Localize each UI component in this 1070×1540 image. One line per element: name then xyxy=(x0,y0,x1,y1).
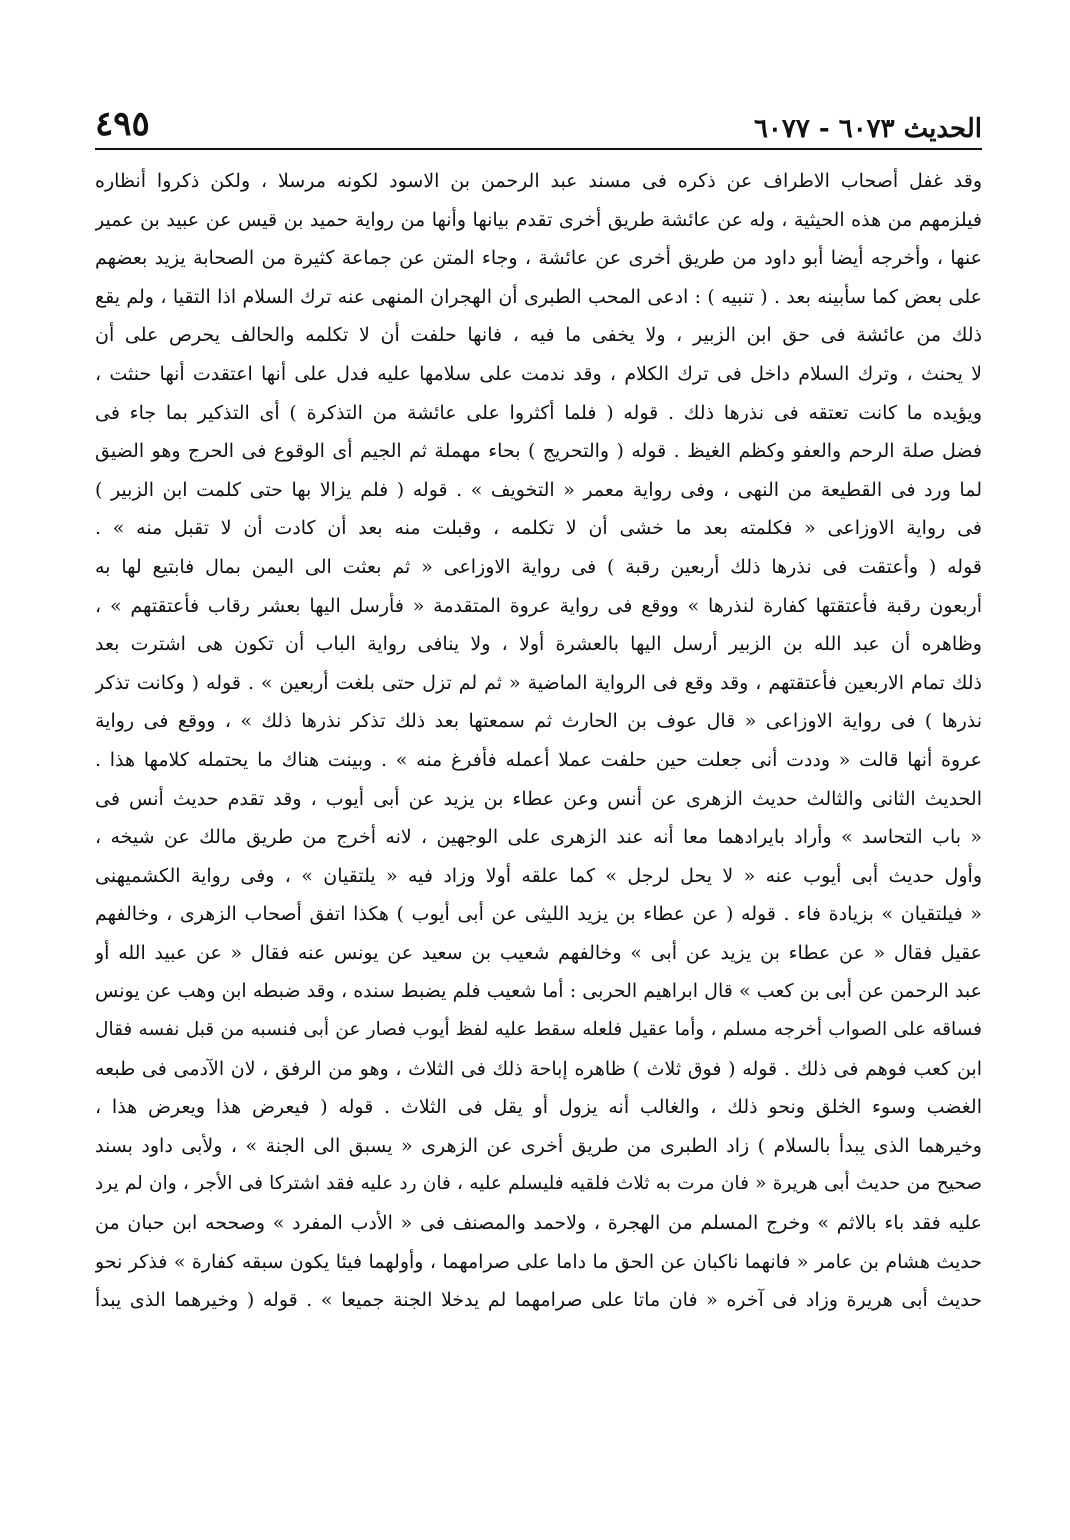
text-line: على بعض كما سأبينه بعد . ( تنبيه ) : ادعى المحب الطبرى أن الهجران المنهى عنه ترك السلام اذا التقيا ، ولم يقع xyxy=(95,285,982,308)
text-line: وقد غفل أصحاب الاطراف عن ذكره فى مسند عبد الرحمن بن الاسود لكونه مرسلا ، ولكن ذكروا أنظاره xyxy=(95,170,982,192)
text-line: « فيلتقيان » بزيادة فاء . قوله ( عن عطاء بن يزيد الليثى عن أبى أيوب ) هكذا اتفق أصحاب الزهرى ، وخالفهم xyxy=(95,903,982,926)
text-line: حديث هشام بن عامر « فانهما ناكبان عن الحق ما داما على صرامهما ، وأولهما فيئا يكون سبقه كفارة » فذكر نحو xyxy=(95,1250,982,1273)
text-line: عليه فقد باء بالاثم » وخرج المسلم من الهجرة ، ولاحمد والمصنف فى « الأدب المفرد » وصححه ابن حبان من xyxy=(95,1212,982,1235)
page-header xyxy=(95,96,982,144)
text-line: وظاهره أن عبد الله بن الزبير أرسل اليها بالعشرة أولا ، ولا ينافى رواية الباب أن تكون هى اشترت بعد xyxy=(95,633,982,656)
body-text xyxy=(95,162,982,1320)
text-line: « باب التحاسد » وأراد بايرادهما معا أنه عند الزهرى على الوجهين ، لانه أخرج من طريق مالك عن شيخه ، xyxy=(95,826,982,849)
text-line: ويؤيده ما كانت تعتقه فى نذرها ذلك . قوله ( فلما أكثروا على عائشة من التذكرة ) أى التذكير بما جاء فى xyxy=(95,401,982,424)
header-rule xyxy=(95,148,982,150)
text-line: ذلك من عائشة فى حق ابن الزبير ، ولا يخفى ما فيه ، فانها حلفت أن لا تكلمه والحالف يحرص على أن xyxy=(95,324,982,347)
text-line: فى رواية الاوزاعى « فكلمته بعد ما خشى أن لا تكلمه ، وقبلت منه بعد أن كادت أن لا تقبل منه » . xyxy=(95,517,982,540)
text-line: عنها ، وأخرجه أيضا أبو داود من طريق أخرى عن عائشة ، وجاء المتن عن جماعة كثيرة من الصحابة يزيد بعضهم xyxy=(95,247,982,270)
text-line: فيلزمهم من هذه الحيثية ، وله عن عائشة طريق أخرى تقدم بيانها وأنها من رواية حميد بن قيس عن عبيد بن عمير xyxy=(95,208,982,231)
text-line: عروة أنها قالت « وددت أنى جعلت حين حلفت عملا أعمله فأفرغ منه » . وبينت هناك ما يحتمله كلامها هذا . xyxy=(95,748,982,771)
text-line: عقيل فقال « عن عطاء بن يزيد عن أبى » وخالفهم شعيب بن سعيد عن يونس عنه فقال « عن عبيد الله أو xyxy=(95,941,982,964)
text-line: لا يحنث ، وترك السلام داخل فى ترك الكلام ، وقد ندمت على سلامها عليه فدل على أنها اعتقدت أنها حنثت ، xyxy=(95,362,982,385)
page-number: ٤٩٥ xyxy=(95,104,150,144)
text-line: قوله ( وأعتقت فى نذرها ذلك أربعين رقبة ) فى رواية الاوزاعى « ثم بعثت الى اليمن بمال فابتيع لها به xyxy=(95,555,982,578)
text-line: نذرها ) فى رواية الاوزاعى « قال عوف بن الحارث ثم سمعتها بعد ذلك تذكر نذرها ذلك » ، ووقع فى رواية xyxy=(95,710,982,733)
text-line: الحديث الثانى والثالث حديث الزهرى عن أنس وعن عطاء بن يزيد عن أبى أيوب ، وقد تقدم حديث أنس فى xyxy=(95,787,982,810)
text-line: وأول حديث أبى أيوب عنه « لا يحل لرجل » كما علقه أولا وزاد فيه « يلتقيان » ، وفى رواية الكشميهنى xyxy=(95,864,982,887)
text-line: وخيرهما الذى يبدأ بالسلام ) زاد الطبرى من طريق أخرى عن الزهرى « يسبق الى الجنة » ، ولأبى داود بسند xyxy=(95,1134,982,1157)
text-line: فساقه على الصواب أخرجه مسلم ، وأما عقيل فلعله سقط عليه لفظ أيوب فصار عن أبى فنسبه من قبل نفسه فقال xyxy=(95,1019,982,1041)
text-line: الغضب وسوء الخلق ونحو ذلك ، والغالب أنه يزول أو يقل فى الثلاث . قوله ( فيعرض هذا ويعرض هذا ، xyxy=(95,1096,982,1119)
text-line: لما ورد فى القطيعة من النهى ، وفى رواية معمر « التخويف » . قوله ( فلم يزالا بها حتى كلمت ابن الزبير ) xyxy=(95,478,982,501)
text-line: صحيح من حديث أبى هريرة « فان مرت به ثلاث فلقيه فليسلم عليه ، فان رد عليه فقد اشتركا فى الأجر ، وان لم يرد xyxy=(95,1173,982,1195)
text-line: أربعون رقبة فأعتقتها كفارة لنذرها » ووقع فى رواية عروة المتقدمة « فأرسل اليها بعشر رقاب فأعتقتهم » ، xyxy=(95,594,982,617)
text-line: حديث أبى هريرة وزاد فى آخره « فان ماتا على صرامهما لم يدخلا الجنة جميعا » . قوله ( وخيرهما الذى يبدأ xyxy=(95,1289,982,1312)
text-line: ابن كعب فوهم فى ذلك . قوله ( فوق ثلاث ) ظاهره إباحة ذلك فى الثلاث ، وهو من الرفق ، لان الآدمى فى طبعه xyxy=(95,1057,982,1080)
text-line: عبد الرحمن عن أبى بن كعب » قال ابراهيم الحربى : أما شعيب فلم يضبط سنده ، وقد ضبطه ابن وهب عن يونس xyxy=(95,980,982,1003)
running-title: الحديث ٦٠٧٣ - ٦٠٧٧ xyxy=(753,114,982,144)
text-line: فضل صلة الرحم والعفو وكظم الغيظ . قوله ( والتحريج ) بحاء مهملة ثم الجيم أى الوقوع فى الحرج وهو الضيق xyxy=(95,440,982,463)
text-line: ذلك تمام الاربعين فأعتقتهم ، وقد وقع فى الرواية الماضية « ثم لم تزل حتى بلغت أربعين » . قوله ( وكانت تذكر xyxy=(95,671,982,694)
